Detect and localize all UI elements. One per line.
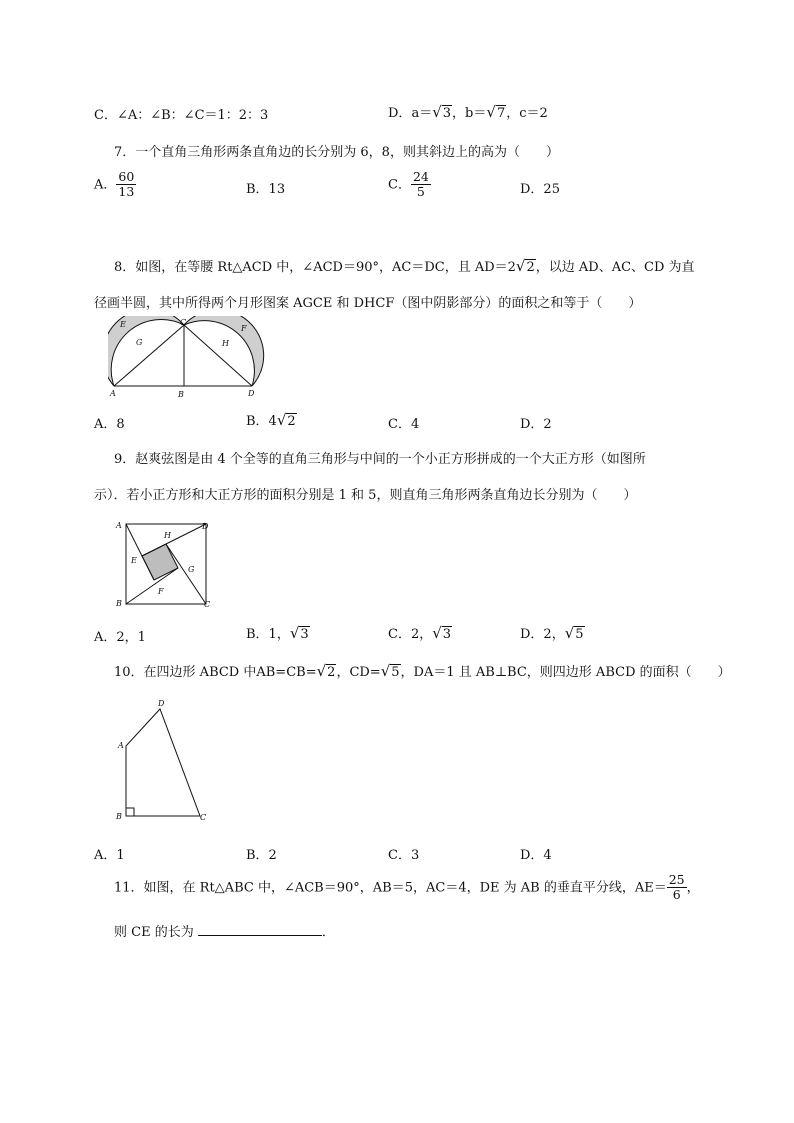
sqrt-symbol: √3 <box>432 624 452 642</box>
q6-option-c-text: ∠A：∠B：∠C＝1：2：3 <box>116 108 269 123</box>
q8-option-b <box>246 410 297 429</box>
q9-option-c <box>388 623 452 642</box>
q8-stem-line1 <box>114 256 695 275</box>
q8-option-d: D．2 <box>520 417 552 432</box>
fraction-denominator: 13 <box>118 184 135 200</box>
right-angle-mark <box>126 808 134 816</box>
sqrt-symbol: √2 <box>515 257 535 275</box>
label-b: B <box>178 390 184 399</box>
q9-option-c-label: C．2， <box>388 627 433 642</box>
q6-option-d-b: ，b＝ <box>452 106 487 121</box>
q11-stem-end: ． <box>321 925 335 940</box>
q10-stem <box>114 661 731 680</box>
fraction-numerator: 60 <box>118 169 135 184</box>
q8-option-b-label: B．4 <box>246 414 277 429</box>
q6-option-d-a: a＝ <box>411 106 433 121</box>
fraction-numerator: 25 <box>668 872 685 887</box>
label-b: B <box>116 599 122 608</box>
fraction-numerator: 24 <box>412 169 429 184</box>
q10-option-b: B．2 <box>246 848 277 863</box>
q10-stem-radicand-1: 2 <box>327 665 336 680</box>
q7-option-a-label: A． <box>94 177 117 193</box>
sqrt-symbol: √5 <box>380 662 400 680</box>
q11-stem-part-b: 则 CE 的长为 <box>114 925 194 940</box>
q9-zhaoshuang-figure <box>112 516 216 610</box>
q9-option-b-label: B．1， <box>246 627 290 642</box>
label-h: H <box>164 531 171 540</box>
q9-option-d-label: D．2， <box>520 627 565 642</box>
q6-option-d-a-radicand: 3 <box>442 106 452 121</box>
q9-stem-line2: 示）．若小正方形和大正方形的面积分别是 1 和 5，则直角三角形两条直角边长分别为（ ） <box>94 488 637 503</box>
q11-stem-line2 <box>114 921 335 940</box>
q7-option-d: D．25 <box>520 182 560 197</box>
label-d: D <box>158 699 165 708</box>
q6-option-d-label: D． <box>388 106 412 121</box>
q10-option-c: C．3 <box>388 848 420 863</box>
label-a: A <box>110 389 116 398</box>
q6-option-d-b-radicand: 7 <box>496 106 506 121</box>
sqrt-symbol: √2 <box>316 662 336 680</box>
q6-option-d-c: ，c＝2 <box>506 106 548 121</box>
fraction <box>411 170 431 200</box>
q7-option-a <box>94 170 136 200</box>
label-c: C <box>180 318 187 327</box>
q9-stem-line1: 9．赵爽弦图是由 4 个全等的直角三角形与中间的一个小正方形拼成的一个大正方形（如图所 <box>114 452 646 467</box>
q9-option-d-radicand: 5 <box>575 627 584 642</box>
label-g: G <box>188 565 195 574</box>
q9-option-b <box>246 623 310 642</box>
label-a: A <box>116 521 122 530</box>
q10-stem-part-c: ，DA＝1 且 AB⊥BC，则四边形 ABCD 的面积（ ） <box>400 665 731 680</box>
sqrt-symbol: √2 <box>276 411 296 429</box>
label-f: F <box>158 587 164 596</box>
q6-option-c-label: C． <box>94 108 117 123</box>
label-e: E <box>131 556 137 565</box>
q10-stem-part-b: ，CD= <box>336 665 381 680</box>
q9-option-c-radicand: 3 <box>442 627 452 642</box>
leg-dh <box>142 524 206 556</box>
q8-option-b-radicand: 2 <box>287 414 296 429</box>
label-c: C <box>204 600 211 609</box>
q9-option-b-radicand: 3 <box>300 627 309 642</box>
q11-stem-tail: ， <box>686 880 700 896</box>
sqrt-symbol: √5 <box>564 624 584 642</box>
fraction <box>667 873 687 903</box>
q8-option-c: C．4 <box>388 417 420 432</box>
q8-stem-line2: 径画半圆，其中所得两个月形图案 AGCE 和 DHCF（图中阴影部分）的面积之和等于（ ） <box>94 296 642 311</box>
q6-option-d <box>388 102 548 121</box>
q6-option-c <box>94 104 268 123</box>
quadrilateral-abcd <box>126 709 200 816</box>
label-e: E <box>120 320 126 329</box>
q10-stem-radicand-2: 5 <box>391 665 400 680</box>
lune-dhcf <box>184 316 264 386</box>
q11-stem-part-a: 11．如图，在 Rt△ABC 中，∠ACB＝90°，AB＝5，AC＝4，DE 为 AB 的垂直平分线，AE＝ <box>114 880 667 896</box>
leg-cg <box>166 544 206 604</box>
sqrt-symbol: √3 <box>432 103 452 121</box>
q8-moon-figure <box>108 316 268 400</box>
fraction <box>116 170 136 200</box>
q7-option-b: B．13 <box>246 182 286 197</box>
q9-option-a: A．2，1 <box>94 630 146 645</box>
q8-option-a: A．8 <box>94 417 125 432</box>
q10-option-a: A．1 <box>94 848 125 863</box>
q8-stem-radicand: 2 <box>526 260 535 275</box>
label-g: G <box>136 338 143 347</box>
q8-stem-part-a: 8．如图，在等腰 Rt△ACD 中，∠ACD＝90°，AC＝DC，且 AD＝2 <box>114 260 516 275</box>
q7-option-c <box>388 170 431 200</box>
label-f: F <box>241 324 247 333</box>
small-square <box>142 544 178 580</box>
label-d: D <box>248 389 255 398</box>
sqrt-symbol: √7 <box>486 103 506 121</box>
sqrt-symbol: √3 <box>289 624 309 642</box>
q9-option-d <box>520 623 585 642</box>
q10-quadrilateral-figure <box>112 694 216 824</box>
q7-option-c-label: C． <box>388 177 411 193</box>
fraction-denominator: 6 <box>672 887 681 903</box>
label-a: A <box>118 741 124 750</box>
answer-blank[interactable] <box>198 923 322 936</box>
label-c: C <box>200 813 207 822</box>
label-h: H <box>222 339 229 348</box>
q11-stem-line1 <box>114 873 700 903</box>
label-d: D <box>202 522 209 531</box>
fraction-denominator: 5 <box>416 184 425 200</box>
q7-stem: 7．一个直角三角形两条直角边的长分别为 6，8，则其斜边上的高为（ ） <box>114 145 559 160</box>
q10-option-d: D．4 <box>520 848 552 863</box>
q10-stem-part-a: 10．在四边形 ABCD 中AB=CB= <box>114 665 317 680</box>
label-b: B <box>116 812 122 821</box>
q8-stem-part-b: ，以边 AD、AC、CD 为直 <box>535 260 695 275</box>
